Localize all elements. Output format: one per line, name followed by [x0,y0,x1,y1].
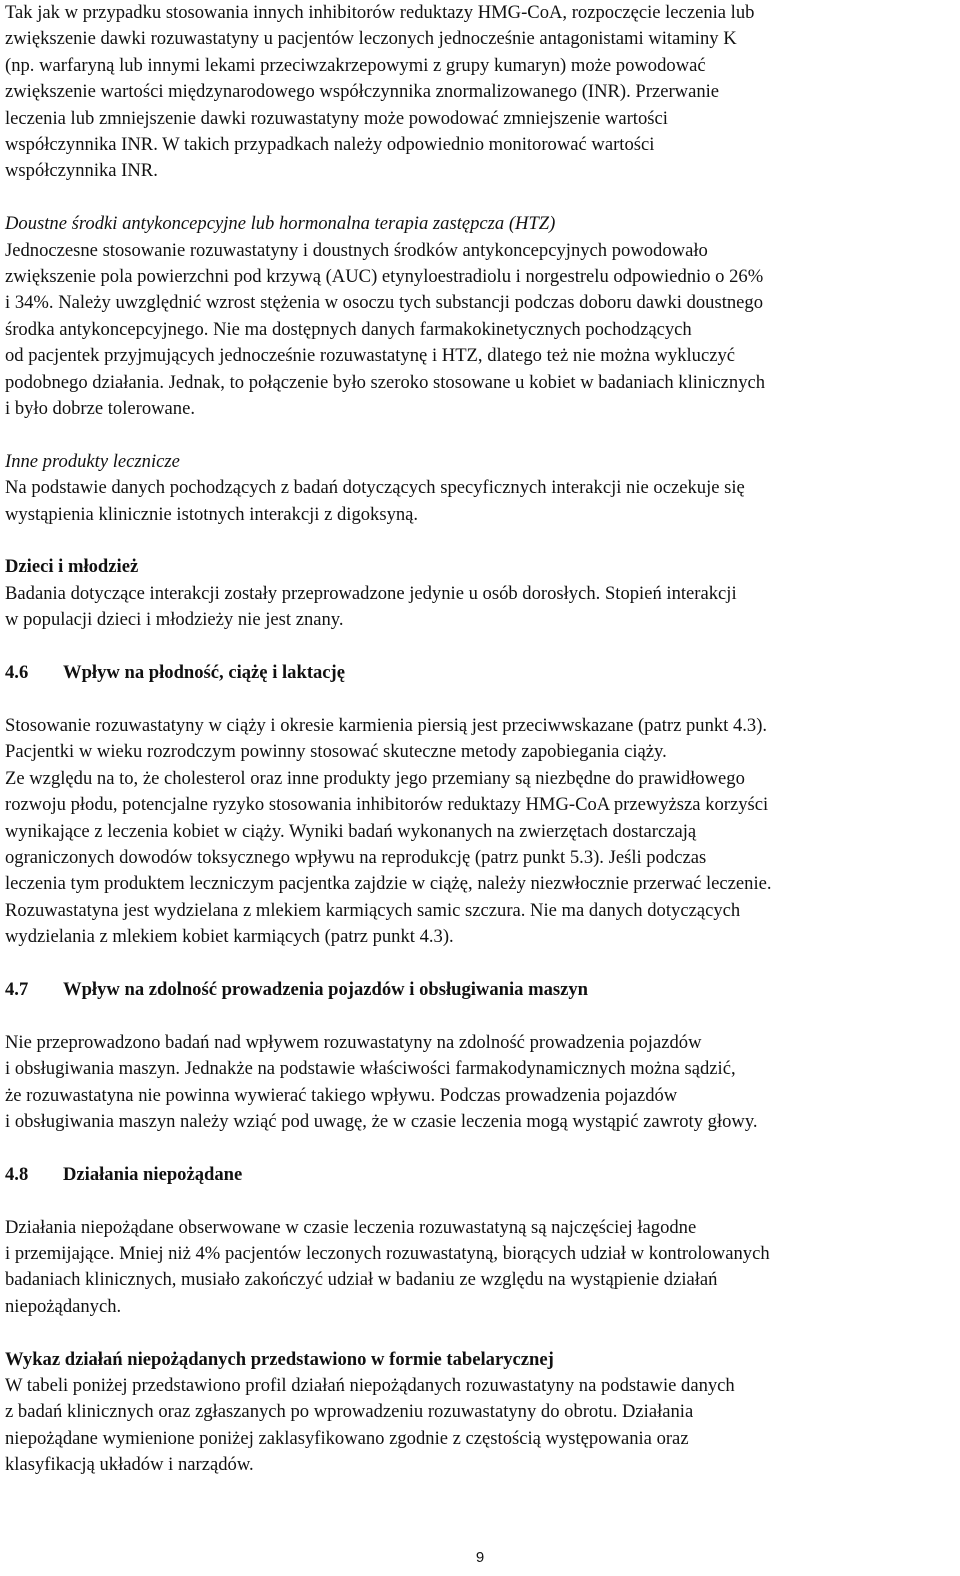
text-line: W tabeli poniżej przedstawiono profil działań niepożądanych rozuwastatyny na podstawie danych [5,1374,735,1396]
text-line: leczenia lub zmniejszenie dawki rozuwastatyny może powodować zmniejszenie wartości [5,107,668,129]
text-line: Tak jak w przypadku stosowania innych inhibitorów reduktazy HMG-CoA, rozpoczęcie leczenia lub [5,2,755,23]
text-line: że rozuwastatyna nie powinna wywierać takiego wpływu. Podczas prowadzenia pojazdów [5,1084,678,1106]
text-line: leczenia tym produktem leczniczym pacjentka zajdzie w ciążę, należy niezwłocznie przerwać leczenie. [5,873,772,895]
text-line: podobnego działania. Jednak, to połączenie było szeroko stosowane u kobiet w badaniach klinicznych [5,371,766,393]
other-products-paragraph [5,449,955,528]
text-line: Pacjentki w wieku rozrodczym powinny stosować skuteczne metody zapobiegania ciąży. [5,741,667,763]
children-paragraph [5,554,955,633]
text-line: Badania dotyczące interakcji zostały przeprowadzone jedynie u osób dorosłych. Stopień interakcji [5,582,737,604]
text-line: rozwoju płodu, potencjalne ryzyko stosowania inhibitorów reduktazy HMG-CoA przewyższa korzyści [5,794,769,816]
text-line: Jednoczesne stosowanie rozuwastatyny i doustnych środków antykoncepcyjnych powodowało [5,239,708,261]
text-line: i obsługiwania maszyn. Jednakże na podstawie właściwości farmakodynamicznych można sądzić, [5,1058,736,1080]
section-heading-4-8 [5,1162,955,1188]
section-number: 4.8 [5,1163,29,1185]
section-number: 4.7 [5,978,29,1000]
tabular-paragraph [5,1347,955,1479]
text-line: i obsługiwania maszyn należy wziąć pod uwagę, że w czasie leczenia mogą wystąpić zawroty głowy. [5,1110,758,1132]
text-line: zwiększenie dawki rozuwastatyny u pacjentów leczonych jednocześnie antagonistami witaminy K [5,28,737,50]
text-line: (np. warfaryną lub innymi lekami przeciwzakrzepowymi z grupy kumaryn) może powodować [5,54,706,76]
contraceptives-paragraph [5,211,955,422]
text-line: współczynnika INR. W takich przypadkach należy odpowiednio monitorować wartości [5,134,655,156]
section-title: Wpływ na płodność, ciążę i laktację [63,662,346,684]
section-4-7-paragraph [5,1030,955,1136]
text-line: zwiększenie pola powierzchni pod krzywą (AUC) etynyloestradiolu i norgestrelu odpowiednio o 26% [5,266,764,288]
text-line: Rozuwastatyna jest wydzielana z mlekiem karmiących samic szczura. Nie ma danych dotyczących [5,899,741,921]
text-line: i 34%. Należy uwzględnić wzrost stężenia w osoczu tych substancji podczas doboru dawki doustnego [5,292,764,314]
text-line: z badań klinicznych oraz zgłaszanych po wprowadzeniu rozuwastatyny do obrotu. Działania [5,1401,694,1423]
section-number: 4.6 [5,662,29,684]
section-4-8-paragraph [5,1215,955,1321]
text-line: od pacjentek przyjmujących jednocześnie rozuwastatynę i HTZ, dlatego też nie można wykluczyć [5,345,736,367]
text-line: klasyfikacją układów i narządów. [5,1454,254,1476]
text-line: współczynnika INR. [5,160,158,182]
section-heading-4-6 [5,660,955,686]
text-line: Ze względu na to, że cholesterol oraz inne produkty jego przemiany są niezbędne do prawidłowego [5,767,745,789]
document-page [5,0,955,1479]
tabular-heading: Wykaz działań niepożądanych przedstawiono w formie tabelarycznej [5,1348,554,1370]
text-line: badaniach klinicznych, musiało zakończyć udział w badaniu ze względu na wystąpienie działań [5,1269,718,1291]
text-line: Nie przeprowadzono badań nad wpływem rozuwastatyny na zdolność prowadzenia pojazdów [5,1031,702,1053]
text-line: i przemijające. Mniej niż 4% pacjentów leczonych rozuwastatyną, biorących udział w kontrolowanych [5,1242,770,1264]
contraceptives-heading: Doustne środki antykoncepcyjne lub hormonalna terapia zastępcza (HTZ) [5,213,556,235]
text-line: Stosowanie rozuwastatyny w ciąży i okresie karmienia piersią jest przeciwwskazane (patrz punkt 4.3). [5,714,768,736]
intro-paragraph [5,0,955,185]
text-line: środka antykoncepcyjnego. Nie ma dostępnych danych farmakokinetycznych pochodzących [5,318,692,340]
text-line: i było dobrze tolerowane. [5,398,196,420]
other-products-heading: Inne produkty lecznicze [5,450,180,472]
text-line: Na podstawie danych pochodzących z badań dotyczących specyficznych interakcji nie oczekuje się [5,477,745,499]
section-title: Wpływ na zdolność prowadzenia pojazdów i obsługiwania maszyn [63,978,589,1000]
text-line: zwiększenie wartości międzynarodowego współczynnika znormalizowanego (INR). Przerwanie [5,81,720,103]
text-line: w populacji dzieci i młodzieży nie jest znany. [5,609,344,631]
section-4-6-paragraph [5,713,955,951]
page-number: 9 [475,1549,485,1566]
text-line: ograniczonych dowodów toksycznego wpływu na reprodukcję (patrz punkt 5.3). Jeśli podczas [5,846,707,868]
children-heading: Dzieci i młodzież [5,556,139,578]
text-line: wystąpienia klinicznie istotnych interakcji z digoksyną. [5,503,419,525]
text-line: Działania niepożądane obserwowane w czasie leczenia rozuwastatyną są najczęściej łagodne [5,1216,697,1238]
text-line: wydzielania z mlekiem kobiet karmiących (patrz punkt 4.3). [5,926,454,948]
text-line: wynikające z leczenia kobiet w ciąży. Wyniki badań wykonanych na zwierzętach dostarczają [5,820,697,842]
text-line: niepożądanych. [5,1295,122,1317]
text-line: niepożądane wymienione poniżej zaklasyfikowano zgodnie z częstością występowania oraz [5,1427,689,1449]
section-heading-4-7 [5,977,955,1003]
section-title: Działania niepożądane [63,1163,243,1185]
